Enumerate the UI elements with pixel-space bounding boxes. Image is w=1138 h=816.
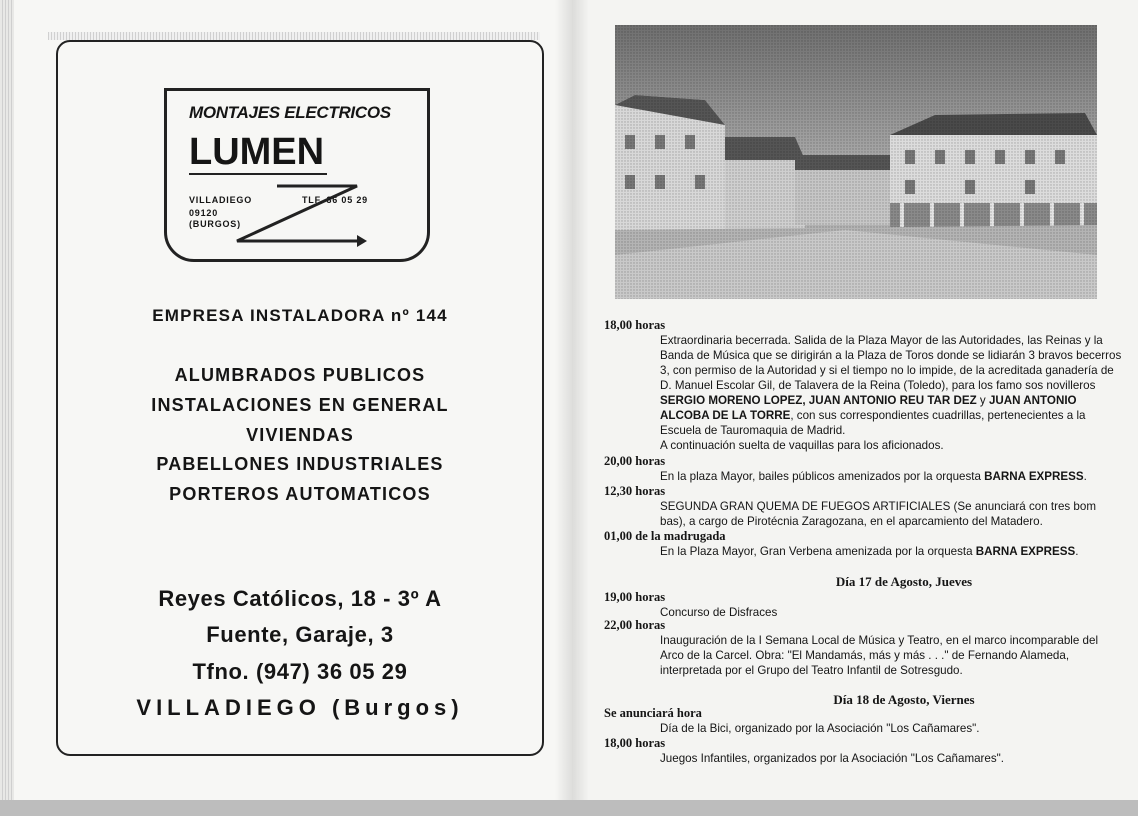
- event-block: [604, 618, 1124, 678]
- logo-province: (BURGOS): [189, 219, 241, 229]
- address-line: Fuente, Garaje, 3: [206, 622, 394, 647]
- event-time: 20,00 horas: [604, 454, 666, 468]
- book-gutter: [555, 0, 589, 806]
- event-time: 12,30 horas: [604, 484, 666, 498]
- logo-town: VILLADIEGO: [189, 195, 253, 205]
- day-heading: Día 18 de Agosto, Viernes: [833, 692, 975, 707]
- service-item: PABELLONES INDUSTRIALES: [156, 454, 444, 474]
- event-block: [604, 318, 1124, 453]
- event-description: Concurso de Disfraces: [660, 606, 778, 619]
- event-time: 01,00 de la madrugada: [604, 529, 726, 543]
- event-description: SEGUNDA GRAN QUEMA DE FUEGOS ARTIFICIALES (Se anunciará con tres bom bas), a cargo de Pirotécnia Zaragozana, en el aparcamiento del Matadero.: [660, 500, 1096, 528]
- event-description: Extraordinaria becerrada. Salida de la Plaza Mayor de las Autoridades, las Reinas y la Banda de Música que se dirigirán a la Plaza de Toros donde se lidiarán 3 bravos becerros 3, con permiso de la Autoridad y si el tiempo no lo impide, de la acreditada ganadería de D. Manuel Escolar Gil, de Talavera de la Reina (Toledo), para los famo sos novilleros SERGIO MORENO LOPEZ, JUAN ANTONIO REU TAR DEZ y JUAN ANTONIO ALCOBA DE LA TORRE, con sus correspondientes cuadrillas, pertenecientes a la Escuela de Tauromaquia de Madrid.: [660, 334, 1122, 437]
- logo-phone: TLF. 36 05 29: [302, 195, 368, 205]
- event-time: 19,00 horas: [604, 590, 666, 604]
- page-edge-stack: [0, 0, 14, 806]
- logo-tagline: MONTAJES ELECTRICOS: [189, 103, 391, 122]
- phone-line: Tfno. (947) 36 05 29: [192, 659, 408, 684]
- event-block: [604, 736, 1124, 766]
- service-item: ALUMBRADOS PUBLICOS: [174, 365, 426, 385]
- logo-brand: LUMEN: [189, 131, 325, 173]
- frame-top-shade: [48, 32, 540, 40]
- event-block: [604, 529, 1124, 559]
- service-item: PORTEROS AUTOMATICOS: [169, 484, 431, 504]
- event-time: 22,00 horas: [604, 618, 666, 632]
- company-line: EMPRESA INSTALADORA nº 144: [152, 306, 448, 325]
- address-line: Reyes Católicos, 18 - 3º A: [158, 586, 442, 611]
- event-description: Día de la Bici, organizado por la Asociación "Los Cañamares".: [660, 722, 980, 735]
- event-time: 18,00 horas: [604, 736, 666, 750]
- scan-bottom-band: [0, 800, 1138, 816]
- event-time: Se anunciará hora: [604, 706, 702, 720]
- event-block: [604, 454, 1124, 484]
- logo-zip: 09120: [189, 208, 219, 218]
- plaza-mayor-photo: [615, 25, 1097, 299]
- lumen-logo: [164, 88, 430, 262]
- plaza-illustration: [615, 25, 1097, 299]
- event-description: Juegos Infantiles, organizados por la Asociación "Los Cañamares".: [660, 752, 1005, 765]
- service-item: INSTALACIONES EN GENERAL: [151, 395, 449, 415]
- event-block: [604, 484, 1124, 529]
- service-item: VIVIENDAS: [246, 425, 354, 445]
- event-block: [604, 706, 1124, 736]
- event-description: A continuación suelta de vaquillas para los aficionados.: [660, 439, 944, 452]
- day-heading: Día 17 de Agosto, Jueves: [835, 574, 973, 589]
- event-block: [604, 590, 1124, 620]
- event-time: 18,00 horas: [604, 318, 666, 332]
- town-line: VILLADIEGO (Burgos): [136, 695, 464, 720]
- event-description: En la plaza Mayor, bailes públicos amenizados por la orquesta BARNA EXPRESS.: [660, 470, 1087, 483]
- event-description: En la Plaza Mayor, Gran Verbena amenizada por la orquesta BARNA EXPRESS.: [660, 545, 1079, 558]
- event-description: Inauguración de la I Semana Local de Música y Teatro, en el marco incomparable del Arco de la Carcel. Obra: "El Mandamás, más y más . . ." de Fernando Alameda, interpretada por el Grupo del Teatro Infantil de Sotresgudo.: [660, 634, 1099, 677]
